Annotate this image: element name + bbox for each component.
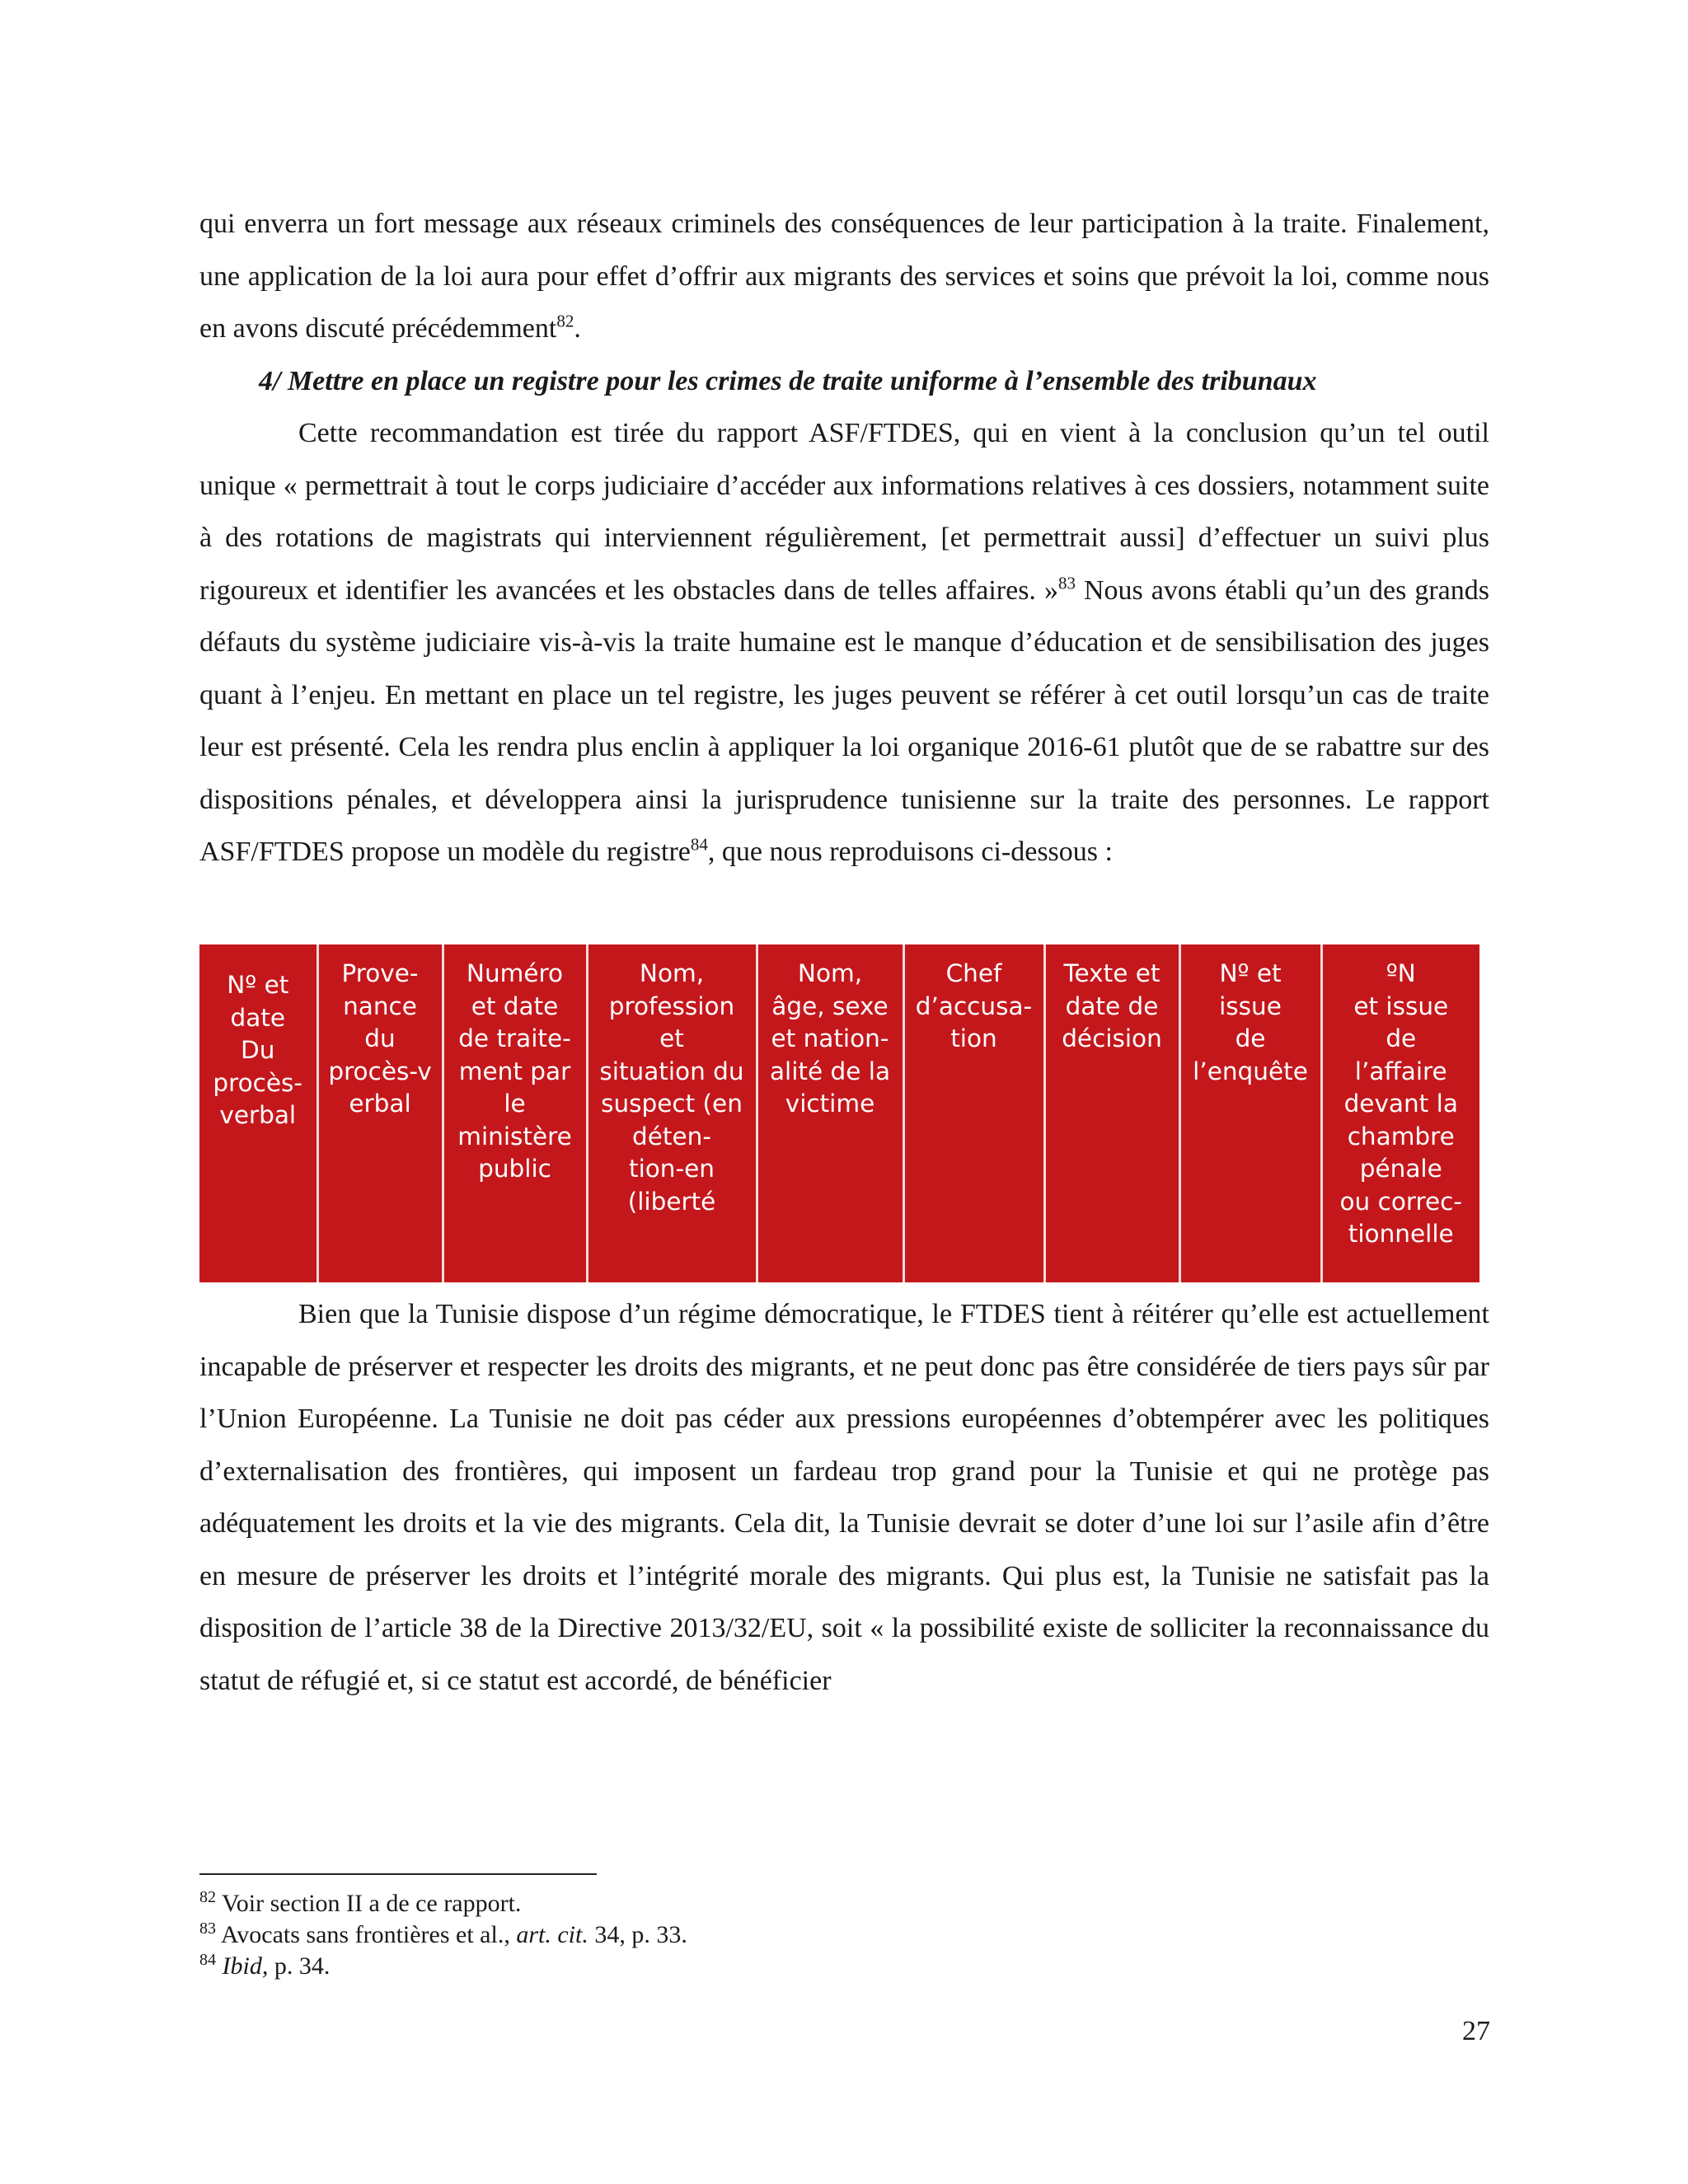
paragraph-registry	[199, 407, 1489, 879]
register-model-table	[199, 944, 1479, 1282]
column-header: Nom, profession et situation du suspect (en déten- tion-en (liberté	[587, 944, 757, 1282]
column-header: Nº et date Du procès- verbal	[199, 944, 317, 1282]
footnote-ref-84[interactable]: 84	[690, 834, 708, 855]
column-header: Numéro et date de traite- ment par le ministère public	[443, 944, 587, 1282]
table-header-row	[199, 944, 1479, 1282]
paragraph-asylum: Bien que la Tunisie dispose d’un régime démocratique, le FTDES tient à réitérer qu’elle est actuellement incapable de préserver et respecter les droits des migrants, et ne peut donc pas être considérée de tiers pays sûr par l’Union Européenne. La Tunisie ne doit pas céder aux pressions européennes d’obtempérer avec les politiques d’externalisation des frontières, qui imposent un fardeau trop grand pour la Tunisie et qui ne protège pas adéquatement les droits et la vie des migrants. Cela dit, la Tunisie devrait se doter d’une loi sur l’asile afin d’être en mesure de préserver les droits et l’intégrité morale des migrants. Qui plus est, la Tunisie ne satisfait pas la disposition de l’article 38 de la Directive 2013/32/EU, soit « la possibilité existe de solliciter la reconnaissance du statut de réfugié et, si ce statut est accordé, de bénéficier	[199, 1299, 1489, 1696]
footnote-84	[199, 1951, 687, 1982]
column-header: Prove- nance du procès-v erbal	[317, 944, 443, 1282]
paragraph-intro-text: qui enverra un fort message aux réseaux criminels des conséquences de leur participation à la traite. Finalement, une application de la loi aura pour effet d’offrir aux migrants des services et soins que prévoit la loi, comme nous en avons discuté précédemment	[199, 209, 1489, 344]
column-header: Chef d’accusa- tion	[903, 944, 1044, 1282]
footnote-82	[199, 1888, 687, 1919]
footnote-text: Avocats sans frontières et al.,	[216, 1921, 517, 1948]
section-heading-4: 4/ Mettre en place un registre pour les crimes de traite uniforme à l’ensemble des tribunaux	[259, 365, 1317, 396]
column-header: Texte et date de décision	[1044, 944, 1179, 1282]
paragraph-intro	[199, 198, 1489, 355]
column-header: Nº et issue de l’enquête	[1179, 944, 1321, 1282]
footnote-text: p. 34.	[268, 1952, 331, 1980]
column-header: Nom, âge, sexe et nation- alité de la victime	[757, 944, 903, 1282]
footnote-ref-82[interactable]: 82	[556, 311, 574, 331]
paragraph-registry-text-a: Cette recommandation est tirée du rapport ASF/FTDES, qui en vient à la conclusion qu’un tel outil unique « permettrait à tout le corps judiciaire d’accéder aux informations relatives à ces dossiers, notamment suite à des rotations de magistrats qui interviennent régulièrement, [et permettrait aussi] d’effectuer un suivi plus rigoureux et identifier les avancées et les obstacles dans de telles affaires. »	[199, 418, 1489, 606]
page-number: 27	[1462, 2016, 1490, 2046]
footnote-number: 82	[199, 1888, 216, 1906]
footnote-ref-83[interactable]: 83	[1057, 573, 1076, 593]
footnote-number: 83	[199, 1919, 216, 1938]
footnote-text: Voir section II a de ce rapport.	[216, 1890, 522, 1917]
footnote-citation: art. cit.	[516, 1921, 588, 1948]
footnote-separator	[199, 1873, 597, 1875]
footnote-83	[199, 1919, 687, 1951]
paragraph-registry-text-b: Nous avons établi qu’un des grands défauts du système judiciaire vis-à-vis la traite humaine est le manque d’éducation et de sensibilisation des juges quant à l’enjeu. En mettant en place un tel registre, les juges peuvent se référer à cet outil lorsqu’un cas de traite leur est présenté. Cela les rendra plus enclin à appliquer la loi organique 2016-61 plutôt que de se rabattre sur des dispositions pénales, et développera ainsi la jurisprudence tunisienne sur la traite des personnes. Le rapport ASF/FTDES propose un modèle du registre	[199, 574, 1490, 867]
footnotes	[199, 1888, 687, 1982]
paragraph-registry-text-c: , que nous reproduisons ci-dessous :	[707, 837, 1113, 867]
paragraph-intro-end: .	[574, 313, 581, 344]
footnote-number: 84	[199, 1951, 216, 1969]
footnote-text: 34, p. 33.	[588, 1921, 687, 1948]
footnote-citation: Ibid,	[222, 1952, 269, 1980]
column-header: ºN et issue de l’affaire devant la chambre pénale ou correc- tionnelle	[1339, 959, 1462, 1248]
